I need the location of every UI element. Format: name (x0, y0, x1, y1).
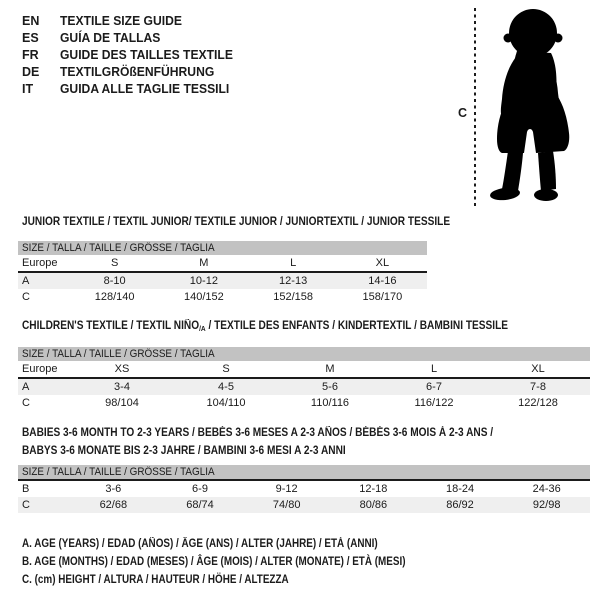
size-cell: M (325, 363, 335, 375)
value-cell: 92/98 (532, 499, 561, 511)
size-cell: XL (531, 363, 545, 375)
language-label: TEXTILE SIZE GUIDE (60, 14, 182, 28)
note-height-cm: C. (cm) HEIGHT / ALTURA / HAUTEUR / HÖHE / ALTEZZA (22, 574, 289, 586)
height-measure-label: C (458, 106, 468, 120)
value-cell: 68/74 (186, 499, 214, 511)
language-label: GUIDE DES TAILLES TEXTILE (60, 48, 233, 62)
table-row (18, 273, 427, 289)
value-cell: 116/122 (414, 397, 454, 409)
value-cell: 9-12 (275, 483, 298, 495)
note-age-months: B. AGE (MONTHS) / EDAD (MESES) / ÂGE (MOIS) / ALTER (MONATE) / ETÀ (MESI) (22, 556, 406, 568)
value-cell: 140/152 (183, 291, 224, 303)
value-cell: 80/86 (359, 499, 388, 511)
size-header-bar: SIZE / TALLA / TAILLE / GRÖSSE / TAGLIA (18, 241, 427, 255)
value-cell: 74/80 (272, 499, 301, 511)
children-size-table (18, 347, 590, 411)
value-cell: 128/140 (94, 291, 135, 303)
language-code: IT (22, 82, 34, 96)
table-row (18, 379, 590, 395)
size-header-bar: SIZE / TALLA / TAILLE / GRÖSSE / TAGLIA (18, 465, 590, 479)
table-row (18, 361, 590, 377)
language-code: FR (22, 48, 39, 62)
size-cell: M (199, 257, 209, 269)
value-cell: 12-18 (359, 483, 388, 495)
language-row-it (22, 81, 238, 98)
height-measure-dashed-line (474, 8, 476, 209)
value-cell: 6-9 (192, 483, 208, 495)
row-label: C (22, 397, 30, 409)
language-row-en (22, 13, 238, 30)
value-cell: 122/128 (518, 397, 558, 409)
legend-notes (22, 535, 406, 589)
row-label: Europe (22, 257, 58, 269)
babies-table-title (22, 424, 493, 460)
row-label: C (22, 291, 30, 303)
value-cell: 152/158 (273, 291, 313, 303)
value-cell: 6-7 (426, 381, 442, 393)
row-label: B (22, 483, 30, 495)
size-cell: L (430, 363, 438, 375)
junior-size-table (18, 241, 427, 305)
language-code: EN (22, 14, 40, 28)
value-cell: 104/110 (206, 397, 246, 409)
language-label: TEXTILGRÖßENFÜHRUNG (60, 65, 215, 79)
table-row (18, 255, 427, 271)
language-row-fr (22, 47, 238, 64)
size-header-bar: SIZE / TALLA / TAILLE / GRÖSSE / TAGLIA (18, 347, 590, 361)
value-cell: 110/116 (310, 397, 350, 409)
babies-title-line-2: BABYS 3-6 MONATE BIS 2-3 JAHRE / BAMBINI 3-6 MESI A 2-3 ANNI (22, 445, 346, 457)
value-cell: 24-36 (532, 483, 561, 495)
row-label: C (22, 499, 30, 511)
row-label: Europe (22, 363, 58, 375)
size-cell: L (290, 257, 297, 269)
language-code: ES (22, 31, 39, 45)
size-cell: S (222, 363, 230, 375)
table-row (18, 481, 590, 497)
size-cell: XL (375, 257, 390, 269)
table-row (18, 497, 590, 513)
table-row (18, 289, 427, 305)
value-cell: 12-13 (279, 275, 308, 287)
toddler-silhouette (480, 5, 592, 211)
value-cell: 98/104 (105, 397, 139, 409)
value-cell: 18-24 (445, 483, 475, 495)
language-label: GUIDA ALLE TAGLIE TESSILI (60, 82, 230, 96)
language-row-de (22, 64, 238, 81)
value-cell: 14-16 (368, 275, 397, 287)
value-cell: 10-12 (189, 275, 218, 287)
junior-table-title: JUNIOR TEXTILE / TEXTIL JUNIOR/ TEXTILE JUNIOR / JUNIORTEXTIL / JUNIOR TESSILE (22, 216, 451, 228)
size-cell: XS (114, 363, 130, 375)
value-cell: 158/170 (362, 291, 403, 303)
babies-title-line-1: BABIES 3-6 MONTH TO 2-3 YEARS / BEBÉS 3-6 MESES A 2-3 AÑOS / BÉBÉS 3-6 MOIS À 2-3 ANS / (22, 427, 494, 439)
size-cell: S (110, 257, 119, 269)
row-label: A (22, 275, 30, 287)
value-cell: 3-4 (114, 381, 130, 393)
language-label: GUÍA DE TALLAS (60, 31, 161, 45)
table-row (18, 395, 590, 411)
language-row-es (22, 30, 238, 47)
subscript-text: /A (199, 324, 206, 333)
language-code: DE (22, 65, 40, 79)
babies-size-table (18, 465, 590, 513)
language-title-list (22, 13, 238, 98)
value-cell: 3-6 (105, 483, 122, 495)
note-age-years: A. AGE (YEARS) / EDAD (AÑOS) / ÂGE (ANS) / ALTER (JAHRE) / ETÀ (ANNI) (22, 538, 378, 550)
value-cell: 86/92 (446, 499, 474, 511)
value-cell: 5-6 (322, 381, 338, 393)
children-table-title: CHILDREN'S TEXTILE / TEXTIL $NIÑO_{/A}$ / TEXTILE DES ENFANTS / KINDERTEXTIL / BAMBINI TESSILE (22, 320, 509, 333)
value-cell: 4-5 (218, 381, 234, 393)
row-label: A (22, 381, 30, 393)
value-cell: 7-8 (530, 381, 546, 393)
value-cell: 8-10 (103, 275, 126, 287)
value-cell: 62/68 (99, 499, 128, 511)
